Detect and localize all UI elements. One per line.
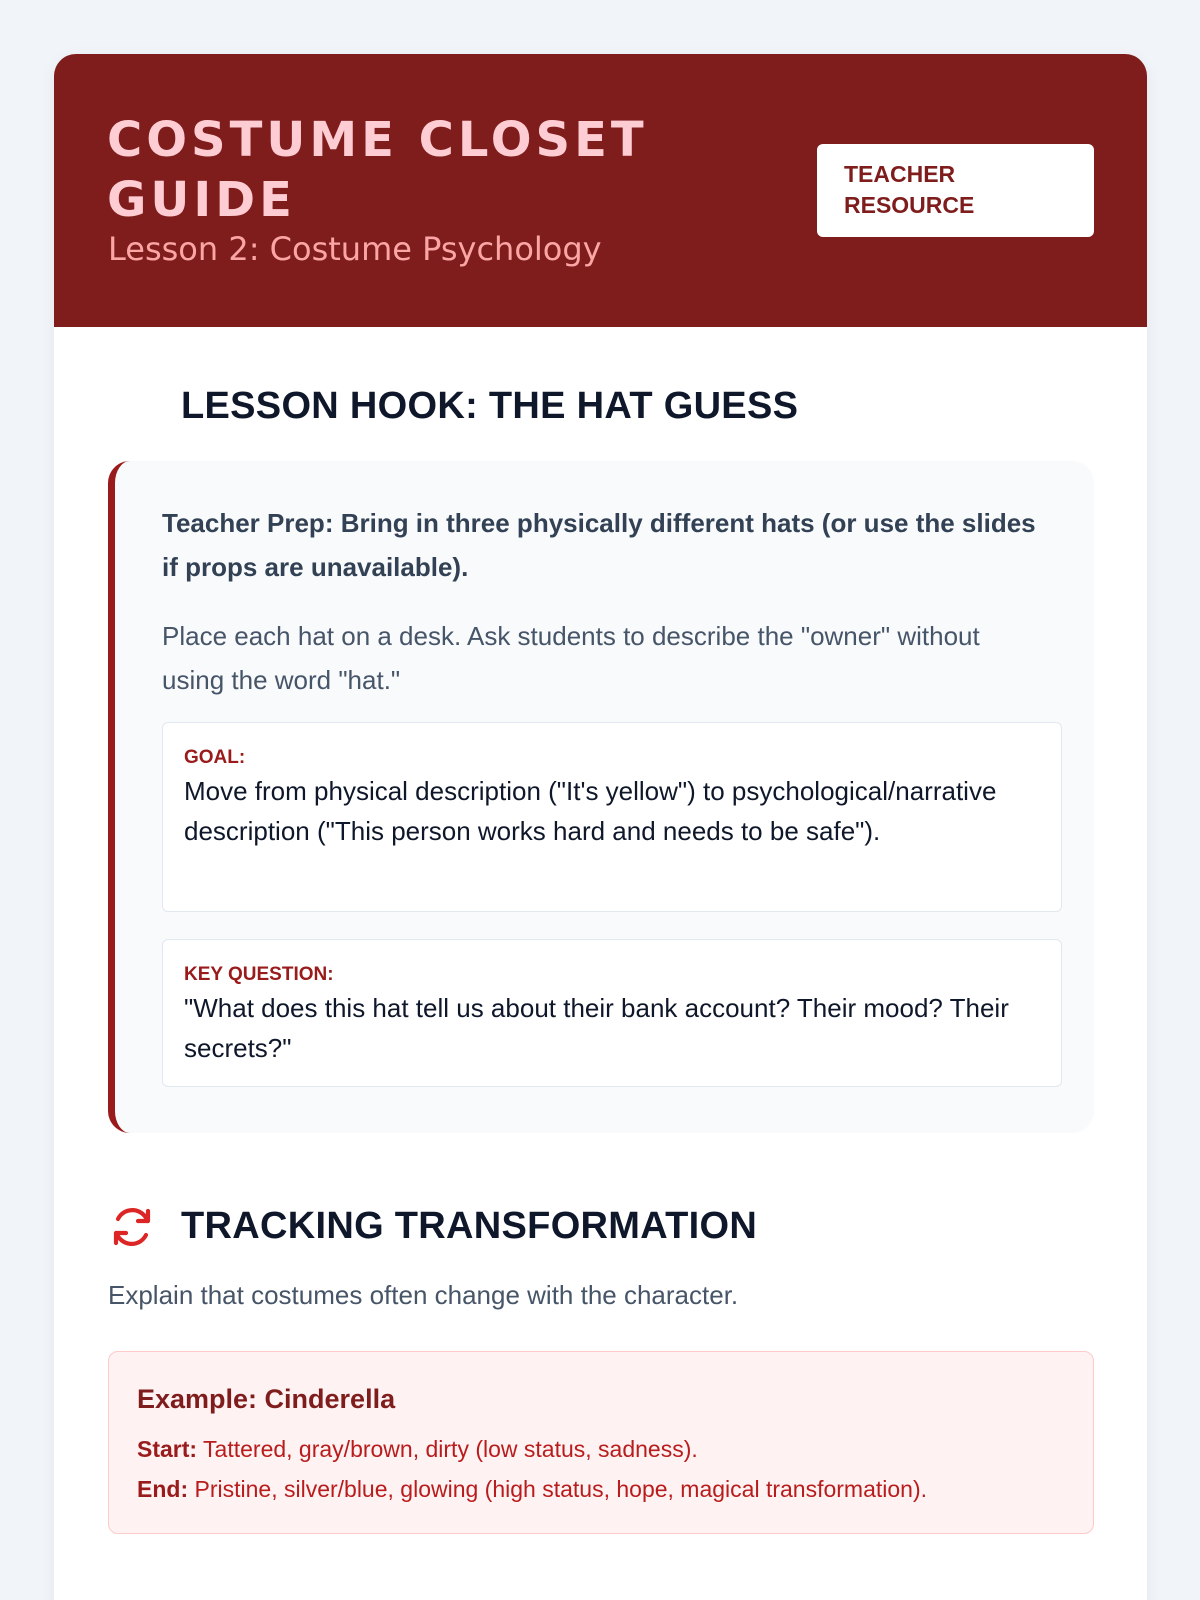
key-question-card — [162, 939, 1062, 1087]
example-title: Example: Cinderella — [137, 1384, 396, 1414]
goal-text: Move from physical description ("It's yellow") to psychological/narrative description ("This person works hard and needs to be safe"). — [184, 776, 997, 846]
key-question-text: "What does this hat tell us about their bank account? Their mood? Their secrets?" — [184, 993, 1009, 1063]
start-text: Tattered, gray/brown, dirty (low status, sadness). — [203, 1436, 698, 1462]
lesson-hook-heading: LESSON HOOK: THE HAT GUESS — [181, 385, 799, 427]
start-label: Start: — [137, 1436, 198, 1462]
guide-card — [54, 54, 1147, 1600]
teacher-prep-text: Teacher Prep: Bring in three physically different hats (or use the slides if props are unavailable). — [162, 508, 1036, 582]
tracking-heading: TRACKING TRANSFORMATION — [181, 1205, 758, 1247]
lesson-hook-panel — [108, 461, 1094, 1133]
hook-instruction-text: Place each hat on a desk. Ask students to describe the "owner" without using the word "hat." — [162, 621, 980, 695]
page-title: COSTUME CLOSET GUIDE — [107, 112, 648, 228]
end-label: End: — [137, 1476, 189, 1502]
example-start-line — [137, 1429, 1065, 1469]
refresh-icon — [108, 1203, 156, 1251]
lesson-subtitle: Lesson 2: Costume Psychology — [108, 230, 602, 268]
example-end-line — [137, 1469, 1065, 1509]
key-question-label: KEY QUESTION: — [184, 964, 334, 985]
goal-card — [162, 722, 1062, 912]
end-text: Pristine, silver/blue, glowing (high status, hope, magical transformation). — [194, 1476, 928, 1502]
tracking-explain-text: Explain that costumes often change with the character. — [108, 1280, 739, 1310]
page-header — [54, 54, 1147, 327]
teacher-resource-badge: TEACHER RESOURCE — [817, 144, 1094, 237]
goal-label: GOAL: — [184, 747, 246, 768]
example-box — [108, 1351, 1094, 1534]
